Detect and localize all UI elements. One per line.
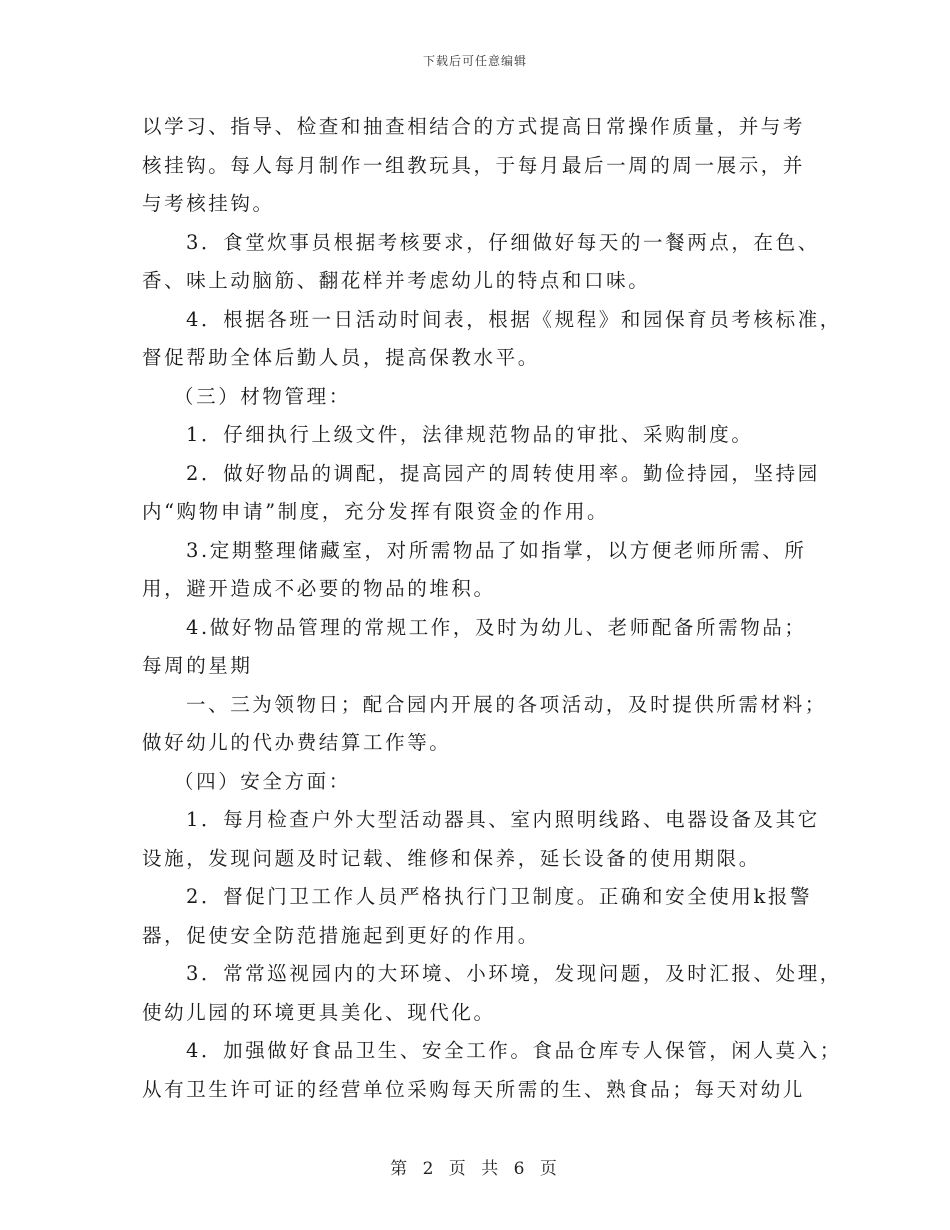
paragraph-line: 从有卫生许可证的经营单位采购每天所需的生、熟食品；每天对幼儿 [142, 1077, 806, 1101]
paragraph-line: 与考核挂钩。 [142, 192, 275, 215]
paragraph-line: 3．食堂炊事员根据考核要求，仔细做好每天的一餐两点，在色、 [186, 230, 820, 254]
paragraph-line: 2．督促门卫工作人员严格执行门卫制度。正确和安全使用k报警 [186, 885, 813, 908]
paragraph-line: 使幼儿园的环境更具美化、现代化。 [142, 1000, 496, 1024]
paragraph-line: 2．做好物品的调配，提高园产的周转使用率。勤俭持园，坚持园 [186, 461, 820, 485]
paragraph-line: 4．加强做好食品卫生、安全工作。食品仓库专人保管，闲人莫入； [186, 1039, 842, 1062]
page-number: 第 2 页 共 6 页 [390, 1159, 560, 1179]
paragraph-line: 4.做好物品管理的常规工作，及时为幼儿、老师配备所需物品； [186, 615, 807, 639]
paragraph-line: 设施，发现问题及时记载、维修和保养，延长设备的使用期限。 [142, 846, 761, 870]
paragraph-line: 每周的星期 [142, 654, 253, 677]
paragraph-line: 核挂钩。每人每月制作一组教玩具，于每月最后一周的周一展示，并 [142, 153, 806, 177]
paragraph-line: 用，避开造成不必要的物品的堆积。 [142, 577, 496, 600]
paragraph-line: 1．仔细执行上级文件，法律规范物品的审批、采购制度。 [186, 423, 754, 446]
paragraph-line: 一、三为领物日；配合园内开展的各项活动，及时提供所需材料； [186, 692, 827, 716]
paragraph-line: 香、味上动脑筋、翻花样并考虑幼儿的特点和口味。 [142, 269, 651, 292]
section-heading: （三）材物管理： [174, 384, 351, 408]
section-heading: （四）安全方面： [174, 769, 351, 793]
paragraph-line: 做好幼儿的代办费结算工作等。 [142, 731, 452, 754]
document-body [142, 108, 842, 1109]
page-header: 下载后可任意编辑 [422, 54, 527, 68]
paragraph-line: 4．根据各班一日活动时间表，根据《规程》和园保育员考核标准， [186, 307, 842, 331]
paragraph-line: 督促帮助全体后勤人员，提高保教水平。 [142, 346, 540, 369]
paragraph-line: 3.定期整理储藏室，对所需物品了如指掌，以方便老师所需、所 [186, 538, 807, 562]
paragraph-line: 以学习、指导、检查和抽查相结合的方式提高日常操作质量，并与考 [142, 115, 806, 138]
paragraph-line: 内“购物申请”制度，充分发挥有限资金的作用。 [142, 500, 610, 523]
paragraph-line: 3．常常巡视园内的大环境、小环境，发现问题，及时汇报、处理， [186, 962, 842, 985]
paragraph-line: 器，促使安全防范措施起到更好的作用。 [142, 923, 540, 947]
paragraph-line: 1．每月检查户外大型活动器具、室内照明线路、电器设备及其它 [186, 808, 820, 831]
